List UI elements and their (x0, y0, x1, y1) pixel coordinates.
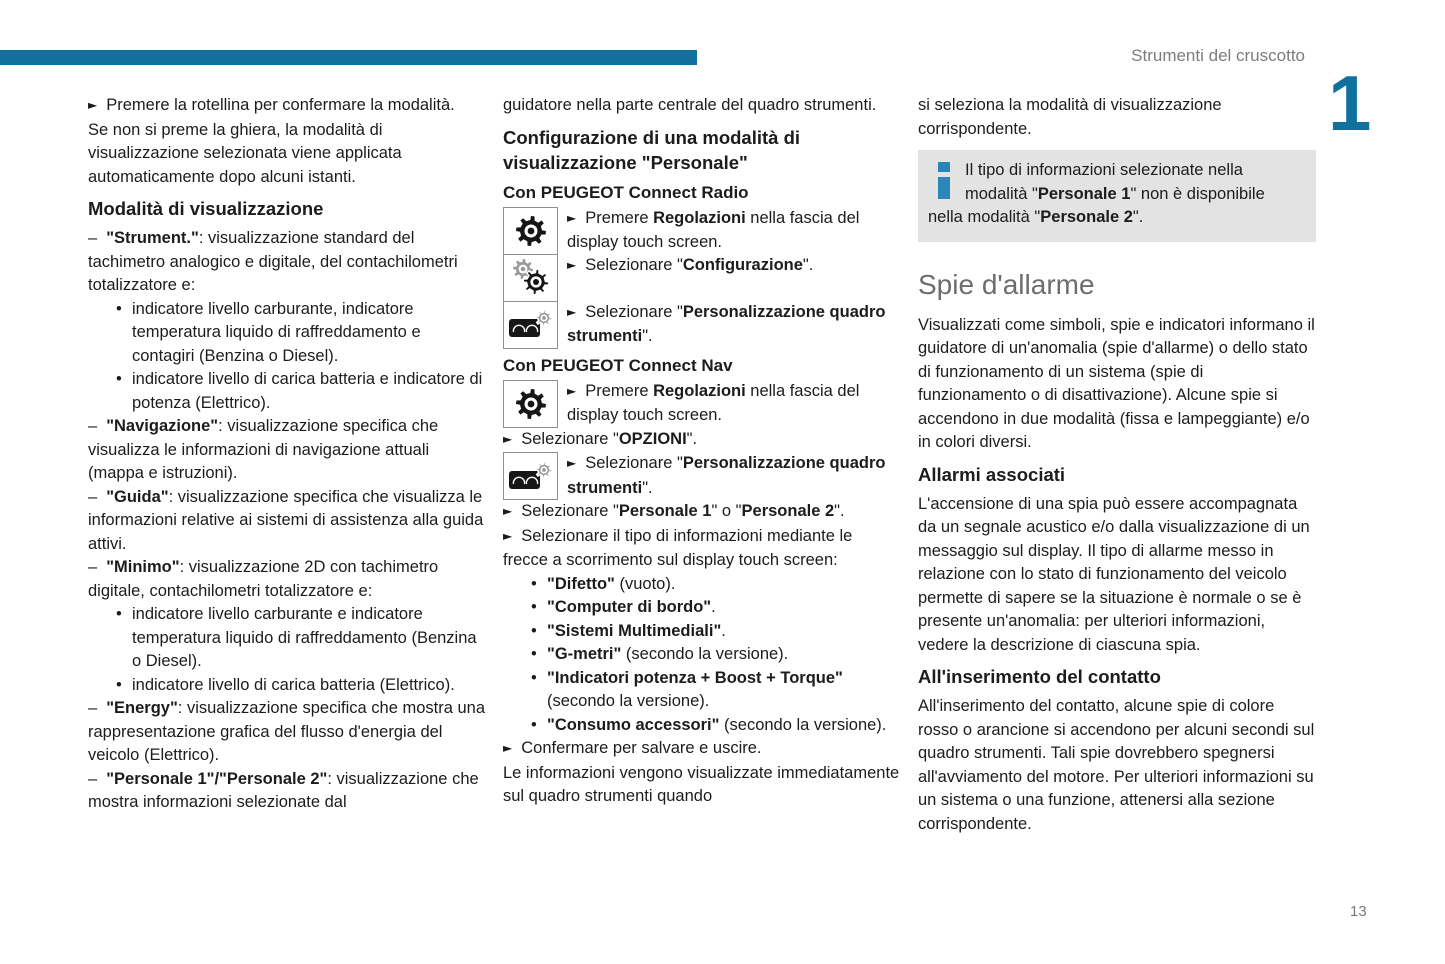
text: indicatore livello carburante, indicatore temperatura liquido di raffreddamento e contagiri (Benzina o Diesel). (132, 299, 421, 365)
text: nella fascia del display touch screen. (567, 381, 860, 424)
text: Premere la rotellina per confermare la modalità. (106, 96, 455, 114)
arrow-marker: ► (503, 431, 513, 446)
text: Modalità di visualizzazione (88, 198, 324, 219)
mode-list-item (88, 697, 486, 768)
mode-list-item (88, 415, 486, 486)
bold-text: Personale 1 (618, 502, 712, 520)
text: ". (802, 255, 814, 274)
text: indicatore livello di carica batteria e indicatore di potenza (Elettrico). (132, 370, 483, 412)
text: ". (642, 327, 653, 345)
bold-text: Configurazione (682, 255, 803, 274)
text: : visualizzazione specifica che visualizza le informazioni di navigazione attuali (mappa e istruzioni). (88, 417, 439, 482)
info-icon-stem (938, 177, 950, 199)
bold-text: "Consumo accessori" (547, 715, 720, 734)
arrow-marker: ► (503, 741, 513, 755)
bullet-marker: • (531, 668, 537, 687)
instruction-step (503, 737, 901, 762)
bold-text: "Minimo" (106, 558, 180, 576)
bold-text: "G-metri" (547, 645, 622, 663)
info-icon (938, 162, 950, 199)
column-left (88, 94, 486, 815)
text: Con PEUGEOT Connect Nav (503, 355, 733, 375)
text: nella fascia del display touch screen. (567, 208, 860, 251)
section-title (918, 268, 1316, 302)
column-right (918, 94, 1316, 836)
instrument-cluster-icon (503, 301, 558, 349)
info-icon-dot (938, 162, 950, 172)
text: : visualizzazione specifica che mostra una rappresentazione grafica del flusso d'energia del veicolo (Elettrico). (88, 699, 486, 764)
subsection-heading (918, 664, 1316, 689)
bold-text: Personale 2 (1040, 208, 1133, 226)
text: (secondo la versione). (621, 645, 789, 663)
text: si seleziona la modalità di visualizzazione corrispondente. (918, 96, 1222, 138)
bold-text: Personalizzazione quadro strumenti (567, 454, 886, 497)
bullet-marker: • (116, 675, 122, 694)
icon-instruction-step (503, 207, 901, 255)
bullet-marker: • (531, 574, 537, 593)
subsection-heading (88, 196, 486, 221)
paragraph (503, 762, 901, 809)
step-text (567, 452, 901, 500)
bold-text: "Difetto" (547, 574, 615, 593)
arrow-marker: ► (88, 98, 98, 112)
bullet-marker: • (531, 715, 537, 734)
bullet-item (503, 667, 901, 714)
bold-text: "Personale 1"/"Personale 2" (106, 769, 328, 788)
bold-text: "Strument." (106, 229, 199, 247)
bullet-item (503, 620, 901, 644)
text: L'accensione di una spia può essere accompagnata da un segnale acustico e/o dalla visualizzazione di un messaggio sul display. Il tipo di allarme messo in relazione con lo stato di funzionamento del veicolo permette di sapere se la situazione è normale o se è presente un'anomalia: per ulteriori informazioni, vedere la descrizione di ciascuna spia. (918, 494, 1310, 654)
text: All'inserimento del contatto, alcune spie di colore rosso o arancione si accendono per alcuni secondi sul quadro strumenti. Tali spie dovrebbero spegnersi all'avviamento del motore. Per ulteriori informazioni su un sistema o una funzione, attenersi alla sezione corrispondente. (918, 697, 1315, 833)
text: ". (1132, 208, 1144, 226)
text: . (711, 598, 716, 616)
arrow-marker: ► (503, 528, 513, 543)
bullet-item (88, 298, 486, 369)
text: All'inserimento del contatto (918, 666, 1161, 687)
bold-text: "Energy" (106, 699, 178, 717)
text: Selezionare " (521, 502, 619, 520)
text: Confermare per salvare e uscire. (521, 739, 762, 757)
text: : visualizzazione specifica che visualizza le informazioni relative ai sistemi di assistenza alla guida attivi. (88, 487, 484, 553)
text: indicatore livello di carica batteria (Elettrico). (132, 675, 455, 694)
bold-text: Regolazioni (653, 381, 746, 400)
gear-icon (503, 380, 558, 428)
text: Con PEUGEOT Connect Radio (503, 182, 749, 202)
text: Selezionare " (521, 429, 619, 448)
text: Allarmi associati (918, 463, 1066, 485)
text: indicatore livello carburante e indicatore temperatura liquido di raffreddamento (Benzina o Diesel). (132, 605, 477, 670)
bold-text: "Guida" (106, 487, 169, 506)
mode-list-item (88, 556, 486, 603)
text: " o " (711, 502, 742, 520)
info-note (918, 150, 1316, 242)
bullet-marker: • (116, 299, 122, 318)
text: guidatore nella parte centrale del quadro strumenti. (503, 96, 877, 114)
instruction-step (88, 94, 486, 119)
bold-text: "Sistemi Multimediali" (547, 621, 722, 640)
dash-marker: – (88, 417, 98, 435)
text: (vuoto). (614, 574, 676, 593)
arrow-marker: ► (567, 383, 577, 398)
text: Configurazione di una modalità di visualizzazione "Personale" (503, 126, 801, 173)
bold-text: Personalizzazione quadro strumenti (567, 302, 886, 345)
page-number: 13 (1350, 903, 1367, 920)
bullet-marker: • (116, 370, 122, 388)
page-header-title: Strumenti del cruscotto (1131, 46, 1305, 65)
gear-icon (503, 207, 558, 255)
bold-text: Personale 2 (741, 502, 835, 520)
paragraph (918, 695, 1316, 836)
text: " non è disponibile nella modalità " (928, 184, 1265, 226)
paragraph (88, 119, 486, 190)
arrow-marker: ► (567, 257, 577, 272)
arrow-marker: ► (567, 304, 577, 319)
paragraph (503, 94, 901, 118)
text: Selezionare " (585, 255, 683, 274)
dash-marker: – (88, 558, 98, 576)
text: Visualizzati come simboli, spie e indicatori informano il guidatore di un'anomalia (spie d'allarme) o dello stato di funzionamento di un sistema (spie di funzionamento o di disattivazione). Alcune spie si accendono in due modalità (fissa e lampeggiante) e/o in colori diversi. (918, 315, 1315, 451)
icon-instruction-step (503, 254, 901, 302)
text: : visualizzazione 2D con tachimetro digitale, contachilometri totalizzatore e: (88, 558, 439, 600)
bold-text: "Indicatori potenza + Boost + Torque" (547, 668, 843, 687)
mode-list-item (88, 227, 486, 298)
text: . (721, 621, 726, 640)
text: Premere (585, 381, 654, 400)
bullet-item (503, 596, 901, 620)
icon-instruction-step (503, 301, 901, 349)
bold-text: "Navigazione" (106, 417, 219, 435)
text: Le informazioni vengono visualizzate immediatamente sul quadro strumenti quando (503, 763, 900, 805)
dash-marker: – (88, 229, 98, 247)
step-text (567, 207, 901, 255)
bullet-item (88, 674, 486, 698)
bullet-marker: • (531, 645, 537, 663)
text: ". (686, 429, 698, 448)
paragraph (918, 314, 1316, 455)
text: : visualizzazione standard del tachimetro analogico e digitale, del contachilometri totalizzatore e: (88, 229, 458, 294)
subsection-heading (918, 462, 1316, 487)
instrument-cluster-icon (503, 452, 558, 500)
bullet-item (88, 603, 486, 674)
chapter-number: 1 (1328, 59, 1372, 147)
text: ". (642, 478, 653, 497)
step-text (567, 254, 901, 302)
bullet-item (88, 368, 486, 415)
arrow-marker: ► (567, 210, 577, 225)
subsection-heading (503, 125, 901, 175)
device-heading (503, 354, 901, 378)
column-middle (503, 94, 901, 809)
chapter-accent-bar (0, 50, 697, 65)
text: (secondo la versione). (719, 715, 887, 734)
dash-marker: – (88, 769, 98, 788)
bullet-item (503, 643, 901, 667)
arrow-marker: ► (567, 456, 577, 470)
bullet-item (503, 573, 901, 597)
instruction-step (503, 428, 901, 453)
bullet-marker: • (531, 598, 537, 616)
device-heading (503, 181, 901, 205)
icon-instruction-step (503, 380, 901, 428)
text: Spie d'allarme (918, 268, 1095, 300)
text: Selezionare " (585, 454, 683, 472)
text: Selezionare il tipo di informazioni mediante le frecce a scorrimento sul display touch screen: (503, 526, 853, 569)
instruction-step (503, 500, 901, 525)
text: Selezionare " (585, 302, 683, 321)
step-text (567, 380, 901, 428)
bullet-marker: • (531, 621, 537, 640)
text: : visualizzazione che mostra informazioni selezionate dal (88, 769, 479, 811)
paragraph (918, 94, 1316, 141)
bold-text: Personale 1 (1037, 184, 1131, 203)
dash-marker: – (88, 487, 98, 506)
paragraph (918, 493, 1316, 658)
gears-icon (503, 254, 558, 302)
text: Premere (585, 208, 654, 227)
bold-text: Regolazioni (653, 208, 746, 227)
mode-list-item (88, 486, 486, 557)
text: ". (834, 502, 845, 520)
text: Il tipo di informazioni selezionate nella modalità " (965, 161, 1243, 203)
mode-list-item (88, 768, 486, 815)
text: (secondo la versione). (547, 692, 710, 710)
bold-text: "Computer di bordo" (547, 598, 712, 616)
instruction-step (503, 525, 901, 573)
bold-text: OPZIONI (618, 429, 687, 448)
dash-marker: – (88, 699, 98, 717)
step-text (567, 301, 901, 349)
text: Se non si preme la ghiera, la modalità di visualizzazione selezionata viene applicata automaticamente dopo alcuni istanti. (88, 120, 402, 186)
arrow-marker: ► (503, 504, 513, 518)
icon-instruction-step (503, 452, 901, 500)
bullet-item (503, 714, 901, 738)
bullet-marker: • (116, 605, 122, 623)
